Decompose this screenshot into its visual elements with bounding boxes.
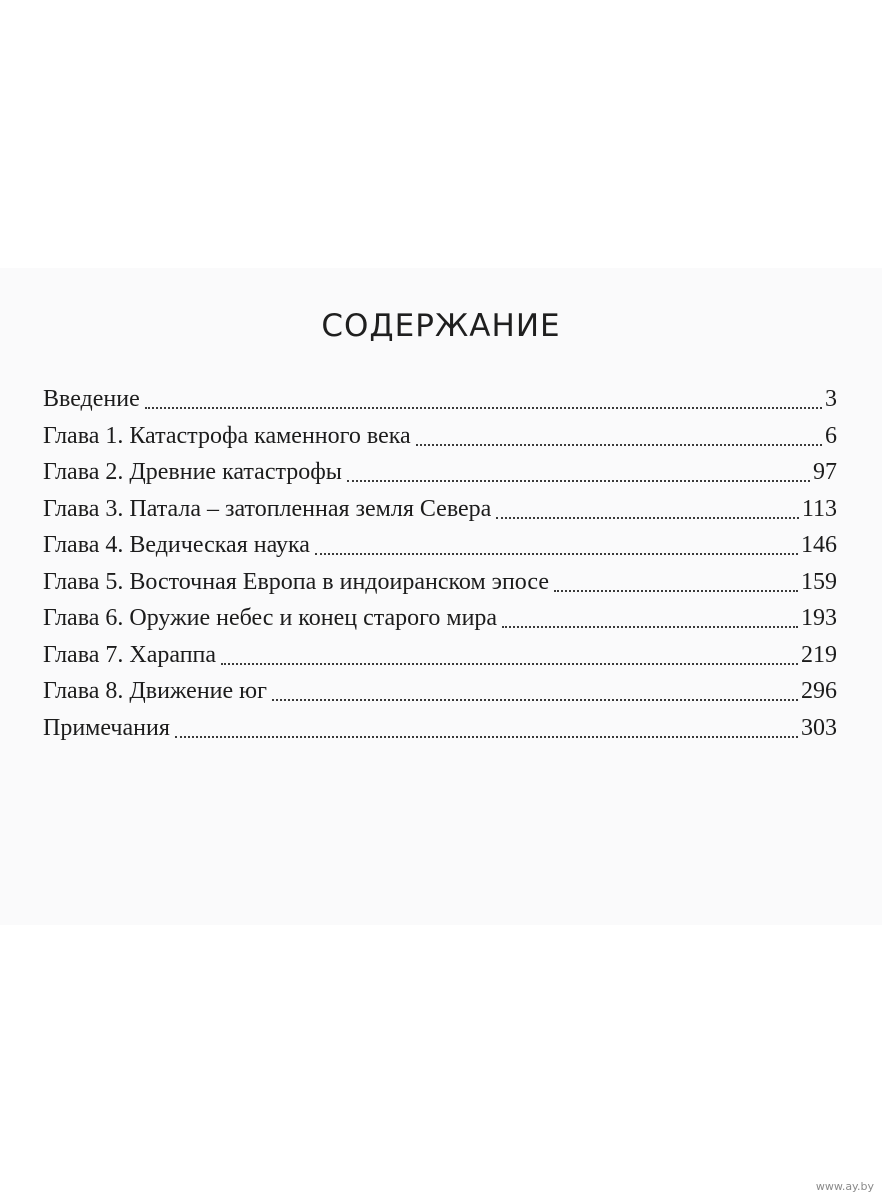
toc-entry-chapter-6 <box>43 605 837 642</box>
dot-leader <box>496 517 799 519</box>
toc-entry-page: 6 <box>825 422 837 449</box>
toc-entry-title: Глава 4. Ведическая наука <box>43 532 310 558</box>
toc-entry-introduction <box>43 386 837 423</box>
toc-entry-title: Введение <box>43 386 140 412</box>
toc-entry-chapter-5 <box>43 569 837 606</box>
dot-leader <box>145 407 822 409</box>
toc-entry-title: Глава 1. Катастрофа каменного века <box>43 422 411 449</box>
toc-entry-chapter-1 <box>43 423 837 460</box>
toc-entry-page: 193 <box>801 605 837 631</box>
table-of-contents <box>43 386 837 751</box>
toc-entry-page: 113 <box>801 495 837 522</box>
toc-entry-title: Глава 5. Восточная Европа в индоиранском эпосе <box>43 568 550 595</box>
toc-entry-title: Примечания <box>43 714 170 741</box>
toc-entry-page: 159 <box>801 568 837 595</box>
page-title: СОДЕРЖАНИЕ <box>321 308 561 344</box>
dot-leader <box>502 626 798 628</box>
dot-leader <box>175 736 798 738</box>
toc-entry-chapter-4 <box>43 532 837 569</box>
toc-entry-chapter-3 <box>43 496 837 533</box>
toc-entry-title: Глава 6. Оружие небес и конец старого мира <box>43 605 498 631</box>
toc-entry-page: 3 <box>825 386 837 412</box>
toc-entry-page: 296 <box>801 678 837 704</box>
dot-leader <box>221 663 798 665</box>
watermark: www.ay.by <box>815 1180 874 1193</box>
toc-entry-page: 97 <box>813 459 837 485</box>
toc-entry-title: Глава 3. Патала – затопленная земля Севера <box>43 495 492 522</box>
dot-leader <box>416 444 822 446</box>
toc-entry-page: 146 <box>801 532 837 558</box>
dot-leader <box>272 699 798 701</box>
toc-entry-chapter-7 <box>43 642 837 679</box>
toc-entry-page: 219 <box>801 641 837 668</box>
toc-entry-title: Глава 2. Древние катастрофы <box>43 459 342 485</box>
toc-entry-chapter-2 <box>43 459 837 496</box>
toc-entry-page: 303 <box>801 714 837 741</box>
dot-leader <box>315 553 798 555</box>
toc-entry-chapter-8 <box>43 678 837 715</box>
toc-entry-title: Глава 8. Движение юг <box>43 678 267 704</box>
dot-leader <box>554 590 798 592</box>
toc-entry-notes <box>43 715 837 752</box>
toc-entry-title: Глава 7. Хараппа <box>43 641 217 668</box>
dot-leader <box>347 480 810 482</box>
